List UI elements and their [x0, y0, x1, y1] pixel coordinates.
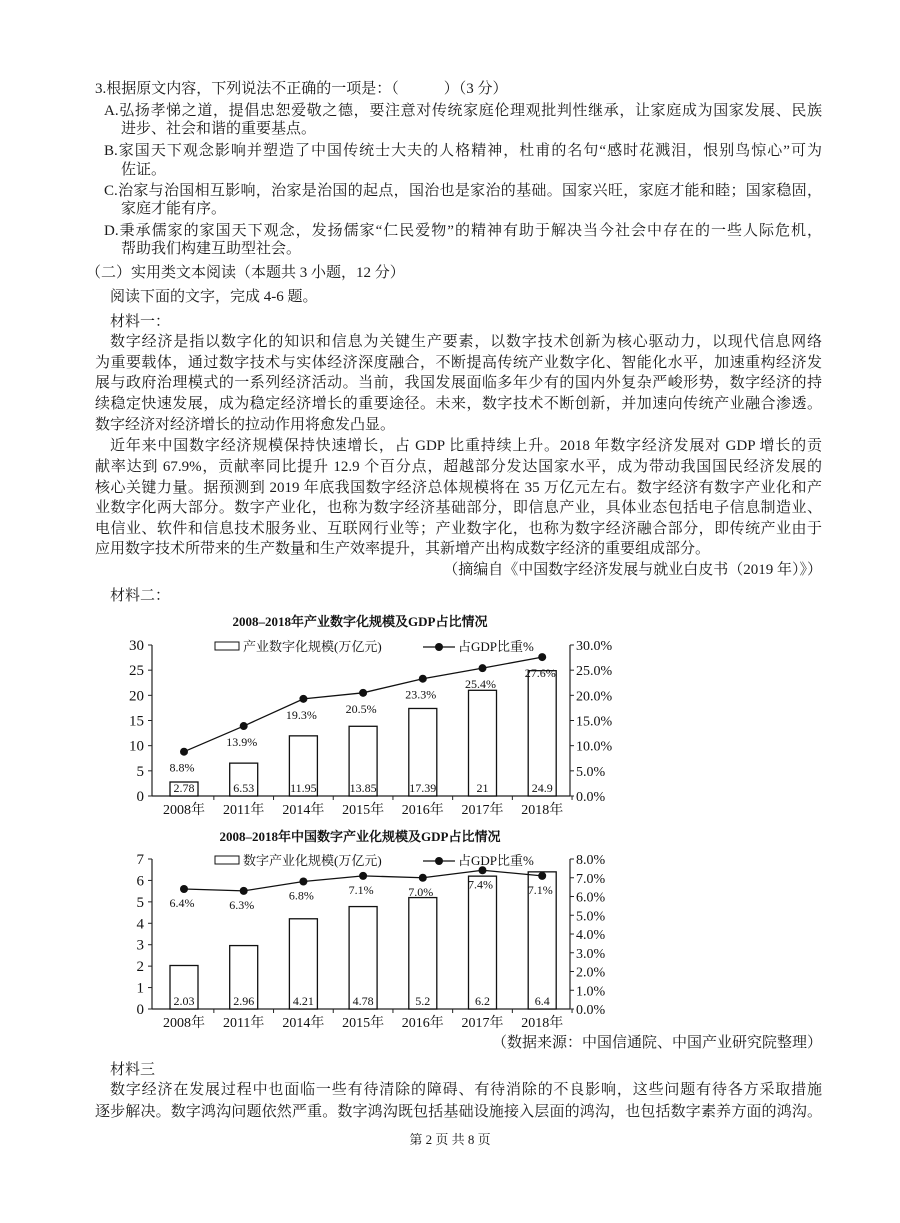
- bar-value-label: 6.2: [475, 994, 490, 1008]
- line-value-label: 6.3%: [229, 897, 255, 912]
- right-tick-label: 8.0%: [576, 853, 606, 868]
- legend-bar-swatch: [215, 642, 239, 650]
- line-value-label: 7.0%: [408, 884, 434, 899]
- left-tick-label: 0: [136, 1002, 144, 1018]
- bar-value-label: 2.03: [173, 994, 195, 1008]
- left-tick-label: 6: [136, 873, 144, 890]
- line-point: [299, 878, 307, 886]
- line-value-label: 8.8%: [169, 760, 195, 775]
- right-tick-label: 1.0%: [576, 984, 606, 1000]
- bar: [409, 898, 437, 1009]
- chart-title: 2008–2018年产业数字化规模及GDP占比情况: [232, 614, 488, 629]
- line-point: [240, 887, 248, 895]
- line-value-label: 6.8%: [288, 888, 314, 903]
- right-tick-label: 30.0%: [576, 639, 613, 654]
- question-stem: 3.根据原文内容，下列说法不正确的一项是：（ ）（3 分）: [95, 81, 508, 97]
- x-tick-label: 2016年: [401, 803, 444, 818]
- bar-value-label: 4.21: [292, 994, 314, 1008]
- option-a: A.弘扬孝悌之道，提倡忠恕爱敬之德，要注意对传统家庭伦理观批判性继承，让家庭成为国家发展、民族: [104, 103, 822, 119]
- chart-title: 2008–2018年中国数字产业化规模及GDP占比情况: [219, 829, 501, 844]
- left-tick-label: 0: [136, 789, 144, 805]
- x-tick-label: 2008年: [163, 1016, 205, 1031]
- left-tick-label: 10: [129, 738, 144, 755]
- option-d-cont: 帮助我们构建互助型社会。: [121, 241, 302, 257]
- paragraph-line: 为重要载体，通过数字技术与实体经济深度融合，不断提高传统产业数字化、智能化水平，加速重构经济发: [95, 355, 822, 371]
- bar-value-label: 6.4: [534, 994, 550, 1008]
- left-tick-label: 20: [129, 688, 144, 705]
- right-tick-label: 5.0%: [576, 909, 606, 925]
- right-tick-label: 0.0%: [576, 790, 606, 805]
- right-tick-label: 25.0%: [576, 664, 613, 680]
- legend-line-marker: [435, 857, 443, 865]
- paragraph-line: 展与政府治理模式的一系列经济活动。当前，我国发展面临多年少有的国内外复杂严峻形势，数字经济的持: [95, 375, 822, 391]
- bar-value-label: 13.85: [349, 781, 377, 795]
- left-tick-label: 4: [136, 916, 144, 933]
- line-point: [538, 872, 546, 880]
- line-point: [180, 748, 188, 756]
- line-value-label: 25.4%: [465, 677, 496, 692]
- left-tick-label: 5: [136, 763, 144, 780]
- left-tick-label: 3: [136, 937, 144, 954]
- left-tick-label: 15: [129, 713, 144, 730]
- left-tick-label: 25: [129, 663, 144, 680]
- legend-line-marker: [435, 643, 443, 651]
- paragraph-line: 电信业、软件和信息技术服务业、互联网行业等；产业数字化，也称为数字经济融合部分，即传统产业由于: [95, 521, 822, 537]
- line-value-label: 19.3%: [285, 707, 317, 722]
- x-tick-label: 2016年: [401, 1016, 444, 1031]
- paragraph-line: 数字经济在发展过程中也面临一些有待清除的障碍、有待消除的不良影响，这些问题有待各方采取措施: [110, 1082, 822, 1098]
- right-tick-label: 6.0%: [576, 890, 606, 906]
- x-tick-label: 2015年: [342, 1016, 385, 1031]
- paragraph-line: 数字经济是指以数字化的知识和信息为关键生产要素，以数字技术创新为核心驱动力，以现代信息网络: [110, 334, 822, 350]
- legend-bar-swatch: [215, 856, 239, 864]
- x-tick-label: 2011年: [222, 803, 265, 818]
- paragraph-line: 近年来中国数字经济规模保持快速增长，占 GDP 比重持续上升。2018 年数字经济发展对 GDP 增长的贡: [110, 438, 822, 454]
- right-tick-label: 0.0%: [576, 1003, 606, 1018]
- option-b-cont: 佐证。: [121, 162, 167, 178]
- left-tick-label: 2: [136, 959, 144, 976]
- option-b: B.家国天下观念影响并塑造了中国传统士大夫的人格精神，杜甫的名句“感时花溅泪，恨别鸟惊心”可为: [104, 143, 822, 159]
- x-tick-label: 2015年: [342, 803, 385, 818]
- x-tick-label: 2017年: [461, 1016, 504, 1031]
- right-tick-label: 15.0%: [576, 714, 613, 730]
- paragraph-line: 核心关键力量。据预测到 2019 年底我国数字经济总体规模将在 35 万亿元左右。数字经济有数字产业化和产: [95, 480, 822, 496]
- line-point: [419, 874, 427, 882]
- line-point: [419, 675, 427, 683]
- line-value-label: 13.9%: [226, 735, 258, 750]
- material-1-label: 材料一：: [110, 314, 171, 330]
- right-tick-label: 7.0%: [576, 871, 606, 887]
- paragraph-line: 逐步解决。数字鸿沟问题依然严重。数字鸿沟既包括基础设施接入层面的鸿沟，也包括数字素养方面的鸿沟。: [95, 1104, 822, 1120]
- option-c-cont: 家庭才能有序。: [121, 201, 227, 217]
- bar-value-label: 24.9: [531, 781, 553, 795]
- paragraph-line: 业数字化两大部分。数字产业化，也称为数字经济基础部分，即信息产业，具体业态包括电子信息制造业、: [95, 500, 822, 516]
- line-value-label: 7.4%: [468, 877, 493, 892]
- x-tick-label: 2014年: [282, 803, 325, 818]
- line-point: [299, 695, 307, 703]
- option-a-cont: 进步、社会和谐的重要基点。: [121, 121, 317, 137]
- option-c: C.治家与治国相互影响，治家是治国的起点，国治也是家治的基础。国家兴旺，家庭才能和睦；国家稳固，: [104, 183, 822, 199]
- x-tick-label: 2018年: [521, 803, 564, 818]
- bar: [528, 671, 556, 796]
- bar-value-label: 4.78: [352, 994, 374, 1008]
- line-value-label: 6.4%: [169, 896, 195, 910]
- bar-value-label: 2.78: [173, 781, 195, 795]
- bar: [469, 876, 497, 1009]
- line-value-label: 27.6%: [524, 666, 556, 681]
- legend-line-label: 占GDP比重%: [458, 639, 534, 654]
- material-1-source: （摘编自《中国数字经济发展与就业白皮书（2019 年）》）: [443, 562, 822, 578]
- bar-value-label: 17.39: [409, 781, 437, 795]
- bar-value-label: 2.96: [233, 994, 255, 1008]
- line-point: [479, 664, 487, 672]
- line-point: [538, 653, 546, 661]
- material-2-source: （数据来源：中国信通院、中国产业研究院整理）: [491, 1035, 822, 1051]
- x-tick-label: 2011年: [222, 1016, 265, 1031]
- paragraph-line: 数字经济对经济增长的拉动作用将愈发凸显。: [95, 417, 396, 433]
- left-tick-label: 7: [136, 852, 144, 868]
- left-tick-label: 30: [129, 638, 144, 654]
- section-heading: （二）实用类文本阅读（本题共 3 小题，12 分）: [86, 265, 405, 281]
- right-tick-label: 4.0%: [576, 928, 606, 943]
- x-tick-label: 2014年: [282, 1016, 325, 1031]
- x-tick-label: 2017年: [461, 803, 504, 818]
- bar-value-label: 6.53: [233, 781, 255, 795]
- instruction: 阅读下面的文字，完成 4-6 题。: [110, 289, 318, 305]
- left-tick-label: 5: [136, 894, 144, 911]
- right-tick-label: 20.0%: [576, 689, 613, 705]
- line-value-label: 7.1%: [348, 882, 374, 897]
- bar-value-label: 5.2: [415, 994, 431, 1008]
- page-number: 第 2 页 共 8 页: [409, 1132, 491, 1147]
- legend-line-label: 占GDP比重%: [458, 853, 534, 868]
- legend-bar-label: 数字产业化规模(万亿元): [243, 853, 382, 868]
- material-3-label: 材料三: [110, 1062, 156, 1078]
- material-2-label: 材料二：: [110, 588, 171, 604]
- option-d: D.秉承儒家的家国天下观念，发扬儒家“仁民爱物”的精神有助于解决当今社会中存在的一些人际危机，: [104, 223, 822, 239]
- bar-value-label: 21: [476, 781, 489, 795]
- paragraph-line: 应用数字技术所带来的生产数量和生产效率提升，其新增产出构成数字经济的重要组成部分。: [95, 541, 711, 557]
- line-value-label: 7.1%: [527, 882, 553, 897]
- right-tick-label: 10.0%: [576, 739, 613, 755]
- line-value-label: 20.5%: [345, 701, 377, 716]
- legend-bar-label: 产业数字化规模(万亿元): [243, 639, 382, 654]
- x-tick-label: 2008年: [163, 803, 205, 818]
- x-tick-label: 2018年: [521, 1016, 564, 1031]
- line-point: [359, 689, 367, 697]
- line-point: [359, 872, 367, 880]
- right-tick-label: 5.0%: [576, 764, 606, 780]
- line-point: [180, 885, 188, 893]
- bar-value-label: 11.95: [290, 781, 317, 795]
- line-point: [240, 722, 248, 730]
- line-value-label: 23.3%: [405, 687, 437, 702]
- paragraph-line: 献率达到 67.9%，贡献率同比提升 12.9 个百分点，超越部分发达国家水平，成为带动我国国民经济发展的: [95, 459, 822, 475]
- right-tick-label: 2.0%: [576, 965, 606, 981]
- paragraph-line: 续稳定快速发展，成为稳定经济增长的重要途径。未来，数字技术不断创新，并加速向传统产业融合渗透。: [95, 396, 822, 412]
- right-tick-label: 3.0%: [576, 946, 606, 962]
- left-tick-label: 1: [136, 980, 144, 997]
